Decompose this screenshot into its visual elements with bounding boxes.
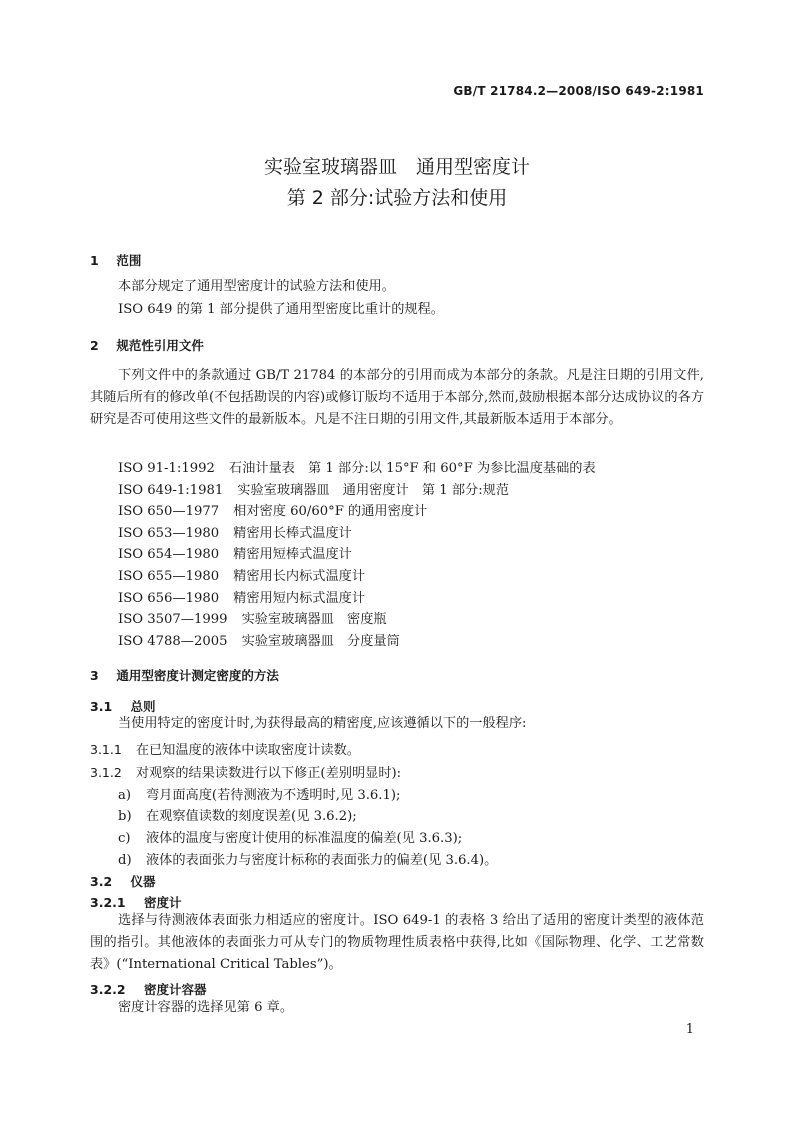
- section-number: 3: [90, 668, 99, 683]
- reference-code: ISO 655—1980: [118, 569, 220, 584]
- reference-title: 精密用短内标式温度计: [233, 591, 366, 606]
- reference-title: 实验室玻璃器皿 密度瓶: [241, 612, 387, 627]
- paragraph: 密度计容器的选择见第 6 章。: [118, 1000, 294, 1015]
- subsection-title: 密度计: [143, 895, 182, 910]
- paragraph: 当使用特定的密度计时,为获得最高的精密度,应该遵循以下的一般程序:: [118, 716, 527, 731]
- document-title-line2: 第 2 部分:试验方法和使用: [286, 187, 508, 209]
- reference-item: [118, 500, 427, 519]
- clause-text: 在已知温度的液体中读取密度计读数。: [135, 743, 360, 758]
- section-title: 范围: [116, 253, 142, 268]
- section-2-heading: [90, 336, 204, 354]
- reference-item: [118, 457, 596, 476]
- reference-code: ISO 649-1:1981: [118, 483, 224, 498]
- reference-code: ISO 656—1980: [118, 591, 220, 606]
- reference-title: 实验室玻璃器皿 分度量筒: [241, 634, 400, 649]
- normative-references-paragraph: 下列文件中的条款通过 GB/T 21784 的本部分的引用而成为本部分的条款。凡是注日期的引用文件,其随后所有的修改单(不包括勘误的内容)或修订版均不适用于本部分,然而,鼓励根据本部分达成协议的各方研究是否可使用这些文件的最新版本。凡是不注日期的引用文件,其最新版本适用于本部分。: [90, 368, 704, 427]
- paragraph: ISO 649 的第 1 部分提供了通用型密度比重计的规程。: [118, 302, 444, 317]
- document-title-line1: 实验室玻璃器皿 通用型密度计: [263, 156, 530, 178]
- reference-code: ISO 91-1:1992: [118, 461, 215, 476]
- list-item: [118, 827, 462, 846]
- list-item-text: 弯月面高度(若待测液为不透明时,见 3.6.1);: [146, 788, 401, 803]
- list-item-label: a): [118, 788, 132, 803]
- list-item-text: 液体的表面张力与密度计标称的表面张力的偏差(见 3.6.4)。: [146, 853, 498, 868]
- list-item-text: 液体的温度与密度计使用的标准温度的偏差(见 3.6.3);: [146, 831, 463, 846]
- reference-item: [118, 479, 509, 498]
- list-item-text: 在观察值读数的刻度误差(见 3.6.2);: [146, 809, 357, 824]
- clause-number: 3.1.2: [90, 765, 122, 780]
- section-title: 规范性引用文件: [116, 338, 204, 353]
- reference-item: [118, 608, 387, 627]
- subsection-title: 总则: [130, 699, 156, 714]
- reference-title: 实验室玻璃器皿 通用密度计 第 1 部分:规范: [237, 483, 510, 498]
- reference-item: [118, 587, 365, 606]
- hydrometer-paragraph: 选择与待测液体表面张力相适应的密度计。ISO 649-1 的表格 3 给出了适用的密度计类型的液体范围的指引。其他液体的表面张力可从专门的物质物理性质表格中获得,比如《国际物理、化学、工艺常数表》(“International Critical Tables”)。: [90, 913, 704, 972]
- reference-title: 精密用长内标式温度计: [233, 569, 366, 584]
- list-item-label: d): [118, 853, 132, 868]
- section-title: 通用型密度计测定密度的方法: [116, 668, 279, 683]
- list-item: [118, 784, 400, 803]
- reference-item: [118, 565, 365, 584]
- subsection-title: 密度计容器: [143, 982, 207, 997]
- list-item: [118, 805, 357, 824]
- page-number: 1: [685, 1022, 694, 1037]
- reference-code: ISO 3507—1999: [118, 612, 228, 627]
- subsection-number: 3.2: [90, 874, 113, 889]
- list-item: [118, 849, 497, 868]
- reference-item: [118, 522, 352, 541]
- paragraph: 本部分规定了通用型密度计的试验方法和使用。: [118, 279, 395, 294]
- section-number: 1: [90, 253, 99, 268]
- clause-3-1-2: [90, 762, 401, 781]
- section-number: 2: [90, 338, 99, 353]
- subsection-3-2-heading: [90, 872, 156, 890]
- subsection-number: 3.2.1: [90, 895, 126, 910]
- clause-number: 3.1.1: [90, 742, 122, 757]
- standard-number: GB/T 21784.2—2008/ISO 649-2:1981: [453, 84, 704, 98]
- section-3-heading: [90, 666, 279, 684]
- subsection-number: 3.1: [90, 699, 113, 714]
- subsection-title: 仪器: [130, 874, 156, 889]
- reference-code: ISO 654—1980: [118, 547, 220, 562]
- clause-text: 对观察的结果读数进行以下修正(差别明显时):: [135, 766, 402, 781]
- reference-title: 相对密度 60/60°F 的通用密度计: [233, 504, 428, 519]
- reference-title: 精密用长棒式温度计: [233, 526, 352, 541]
- reference-title: 石油计量表 第 1 部分:以 15°F 和 60°F 为参比温度基础的表: [228, 461, 596, 476]
- reference-code: ISO 4788—2005: [118, 634, 228, 649]
- section-1-heading: [90, 251, 141, 269]
- subsection-number: 3.2.2: [90, 982, 126, 997]
- list-item-label: c): [118, 831, 131, 846]
- subsection-3-2-2-heading: [90, 980, 206, 998]
- subsection-3-2-1-heading: [90, 893, 181, 911]
- reference-item: [118, 630, 400, 649]
- clause-3-1-1: [90, 739, 360, 758]
- reference-item: [118, 543, 352, 562]
- reference-code: ISO 650—1977: [118, 504, 220, 519]
- reference-code: ISO 653—1980: [118, 526, 220, 541]
- list-item-label: b): [118, 809, 132, 824]
- reference-title: 精密用短棒式温度计: [233, 547, 352, 562]
